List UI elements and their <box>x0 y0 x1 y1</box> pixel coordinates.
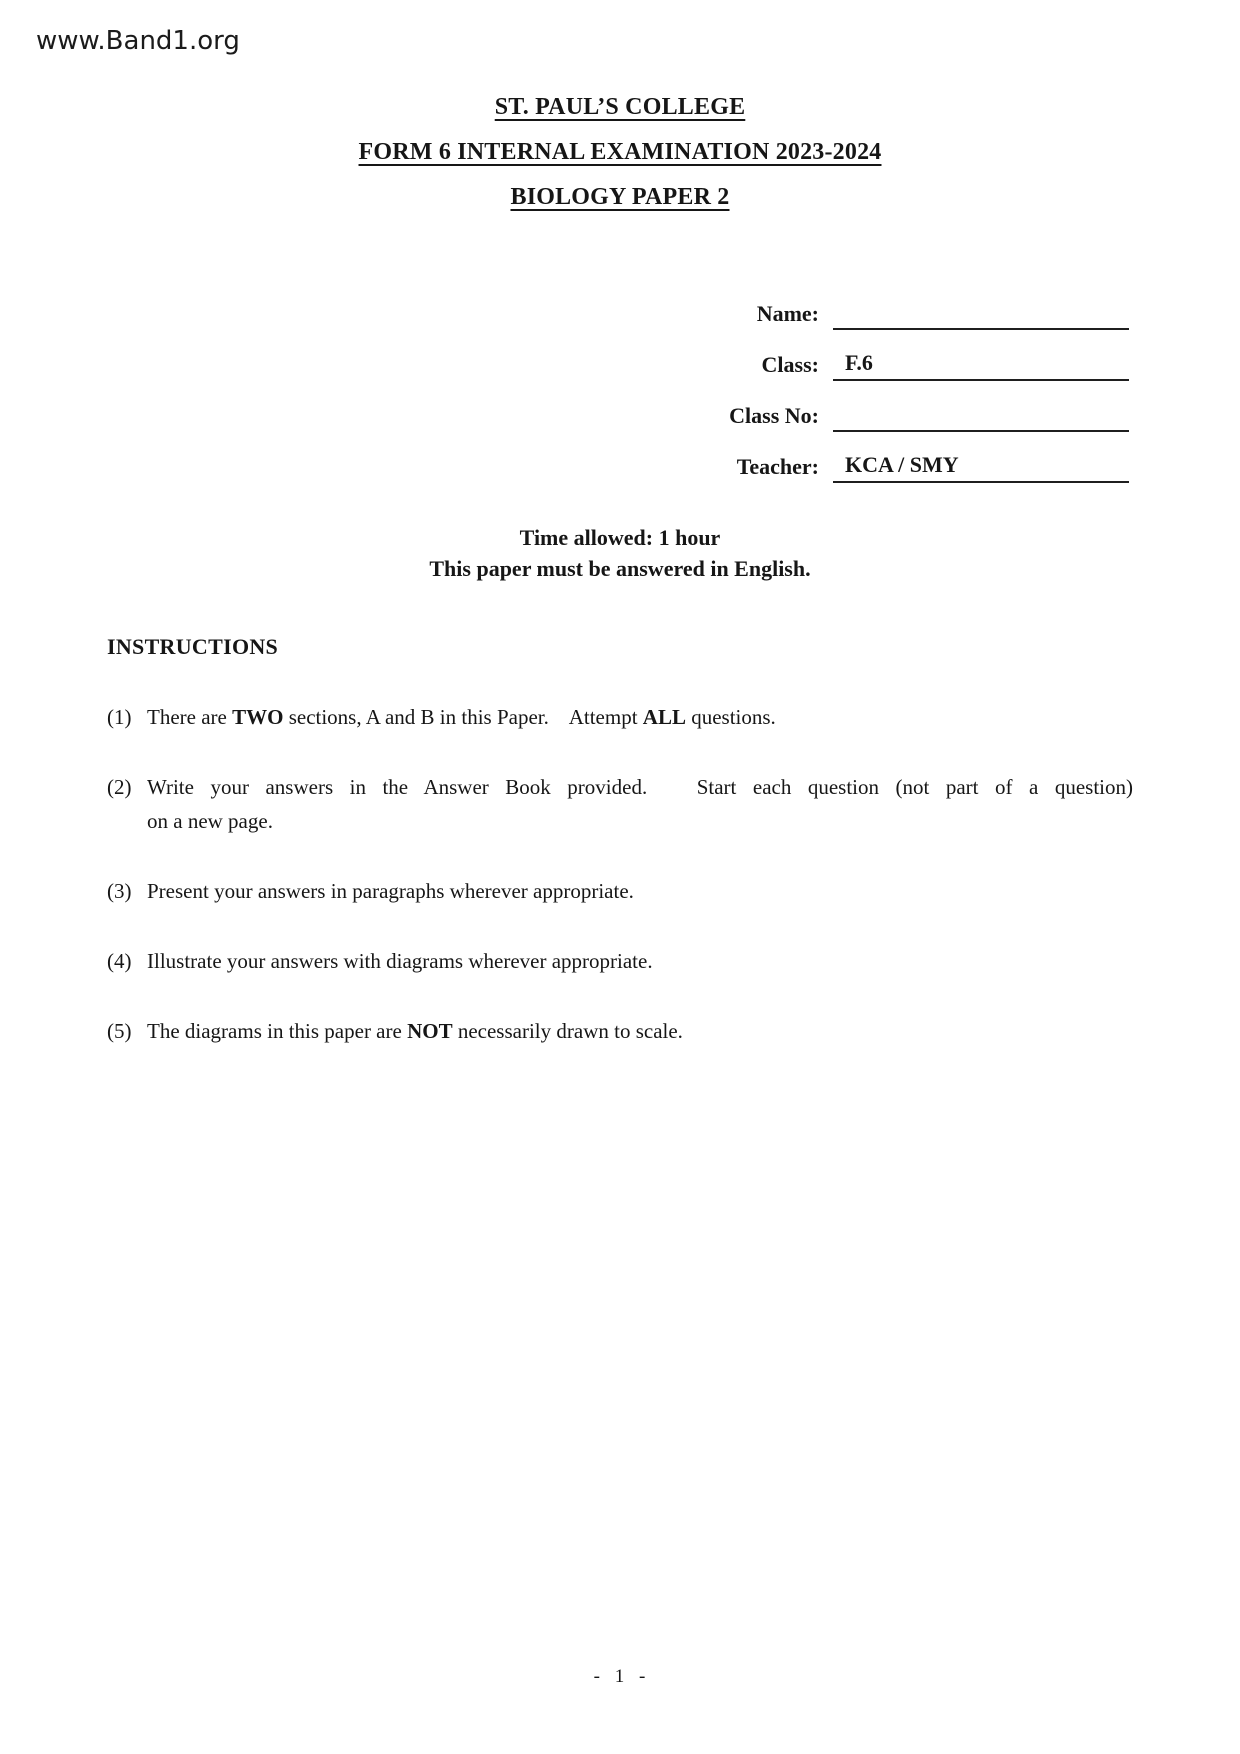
instruction-text <box>147 700 1133 734</box>
instruction-text <box>147 770 1133 838</box>
instruction-item <box>107 770 1133 838</box>
instructions-heading: INSTRUCTIONS <box>107 634 279 659</box>
instruction-item <box>107 1014 1133 1048</box>
student-info-fields <box>669 279 1143 483</box>
school-name-text: ST. PAUL’S COLLEGE <box>494 94 746 120</box>
field-blank-line <box>833 298 1129 330</box>
instruction-item <box>107 874 1133 908</box>
exam-header <box>0 94 1240 229</box>
field-row <box>669 381 1143 432</box>
instruction-number: (3) <box>107 879 132 903</box>
instruction-number: (4) <box>107 949 132 973</box>
paper-title <box>0 184 1240 211</box>
exam-title-text: FORM 6 INTERNAL EXAMINATION 2023-2024 <box>358 139 882 165</box>
time-info <box>0 522 1240 584</box>
instruction-text <box>147 944 1133 978</box>
field-label: Teacher: <box>736 454 819 479</box>
field-blank-line <box>833 400 1129 432</box>
instruction-line: The diagrams in this paper are NOT necessarily drawn to scale. <box>147 1019 683 1043</box>
instruction-item <box>107 700 1133 734</box>
field-blank-line <box>833 349 1129 381</box>
field-row <box>669 432 1143 483</box>
instruction-text <box>147 874 1133 908</box>
instruction-number: (5) <box>107 1019 132 1043</box>
instruction-item <box>107 944 1133 978</box>
field-label: Class: <box>761 352 819 377</box>
instruction-line: on a new page. <box>147 809 273 833</box>
instruction-line: Write your answers in the Answer Book provided. Start each question (not part of a question) <box>147 775 1133 799</box>
instructions-list <box>107 700 1133 1084</box>
field-value: F.6 <box>845 350 873 375</box>
field-row <box>669 330 1143 381</box>
instruction-line: Illustrate your answers with diagrams wherever appropriate. <box>147 949 653 973</box>
field-row <box>669 279 1143 330</box>
instruction-number: (1) <box>107 705 132 729</box>
instruction-text <box>147 1014 1133 1048</box>
school-name <box>0 94 1240 121</box>
field-blank-line <box>833 451 1129 483</box>
time-allowed: Time allowed: 1 hour <box>519 525 721 550</box>
field-value: KCA / SMY <box>845 452 959 477</box>
instruction-line: There are TWO sections, A and B in this Paper. Attempt ALL questions. <box>147 705 776 729</box>
instruction-number: (2) <box>107 775 132 799</box>
field-label: Class No: <box>729 403 819 428</box>
paper-title-text: BIOLOGY PAPER 2 <box>510 184 730 210</box>
language-note: This paper must be answered in English. <box>429 556 811 581</box>
site-watermark: www.Band1.org <box>36 26 240 56</box>
page-number: - 1 - <box>593 1666 647 1687</box>
instruction-line: Present your answers in paragraphs wherever appropriate. <box>147 879 634 903</box>
exam-title <box>0 139 1240 166</box>
field-label: Name: <box>756 301 819 326</box>
